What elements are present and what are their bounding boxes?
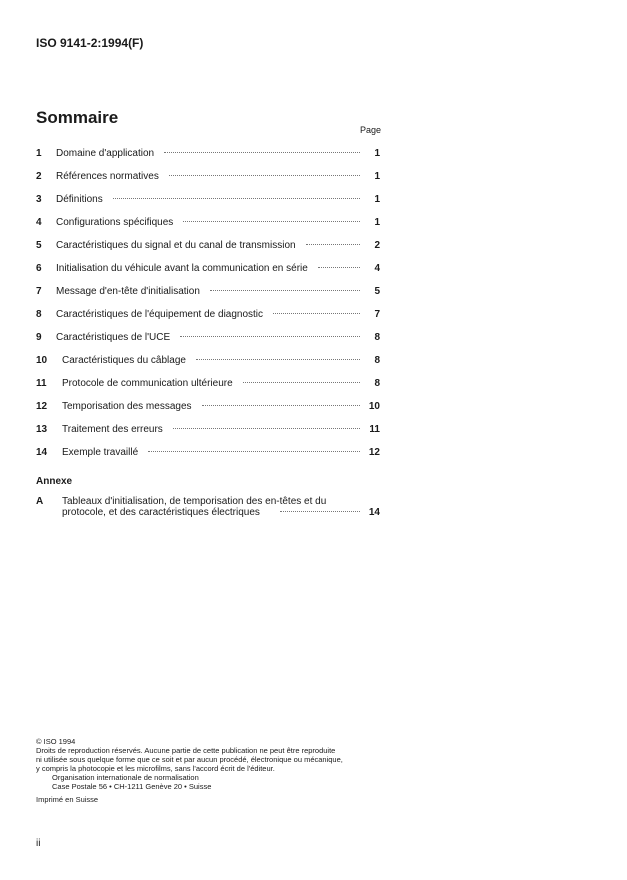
annex-entry (36, 496, 380, 518)
toc-entry (36, 378, 380, 392)
toc-entry-title: Traitement des erreurs (62, 424, 163, 435)
toc-entry (36, 355, 380, 369)
toc-entry (36, 309, 380, 323)
toc-entry (36, 401, 380, 415)
toc-entry-page: 1 (374, 171, 380, 182)
toc-entry-number: 8 (36, 309, 42, 320)
leader-dots (273, 313, 360, 314)
toc-entry-title: Caractéristiques du câblage (62, 355, 186, 366)
toc-entry (36, 447, 380, 461)
leader-dots (169, 175, 360, 176)
toc-entry-number: 13 (36, 424, 48, 435)
toc-entry (36, 194, 380, 208)
toc-entry-page: 8 (374, 355, 380, 366)
leader-dots (196, 359, 360, 360)
toc-entry-title: Exemple travaillé (62, 447, 139, 458)
toc-entry-title: Définitions (56, 194, 103, 205)
toc-entry-number: 10 (36, 355, 48, 366)
toc-entry (36, 217, 380, 231)
leader-dots (180, 336, 360, 337)
toc-entry-page: 8 (374, 332, 380, 343)
toc-entry-number: 2 (36, 171, 42, 182)
toc-entry-title: Message d'en-tête d'initialisation (56, 286, 200, 297)
toc-entry-page: 12 (368, 447, 380, 458)
toc-entry-number: 1 (36, 148, 42, 159)
annex-title-line-2: protocole, et des caractéristiques électriques (62, 507, 260, 518)
toc-entry-page: 1 (374, 217, 380, 228)
toc-entry-page: 5 (374, 286, 380, 297)
annex-letter: A (36, 496, 44, 507)
annex-title-line-1: Tableaux d'initialisation, de temporisation des en-têtes et du (62, 496, 327, 507)
leader-dots (183, 221, 360, 222)
annex-heading: Annexe (36, 476, 73, 487)
annex-title (62, 496, 380, 518)
toc-entry-page: 1 (374, 194, 380, 205)
toc-entry (36, 148, 380, 162)
rights-line: ni utilisée sous quelque forme que ce soit et par aucun procédé, électronique ou mécanique, (36, 755, 343, 764)
page-number: ii (36, 838, 41, 849)
toc-entry-number: 4 (36, 217, 42, 228)
leader-dots (280, 511, 360, 512)
toc-entry (36, 424, 380, 438)
toc-entry-title: Initialisation du véhicule avant la communication en série (56, 263, 308, 274)
toc-entry-page: 1 (374, 148, 380, 159)
annex-title-line-2-row (62, 507, 380, 518)
page-column-label: Page (360, 125, 382, 135)
toc-entry (36, 332, 380, 346)
toc-entry-page: 8 (374, 378, 380, 389)
toc-entry-page: 11 (369, 424, 380, 435)
leader-dots (173, 428, 360, 429)
toc-entry (36, 171, 380, 185)
toc-entry-title: Caractéristiques du signal et du canal de transmission (56, 240, 296, 251)
annex-page: 14 (368, 507, 380, 518)
contents-heading: Sommaire (36, 108, 119, 127)
rights-line: y compris la photocopie et les microfilms, sans l'accord écrit de l'éditeur. (36, 764, 275, 773)
toc-entry-number: 3 (36, 194, 42, 205)
toc-entry-title: Configurations spécifiques (56, 217, 174, 228)
copyright-footer (36, 737, 343, 804)
toc-entry-page: 4 (374, 263, 380, 274)
toc-entry-number: 6 (36, 263, 42, 274)
toc-entry-number: 9 (36, 332, 42, 343)
toc-entry-number: 5 (36, 240, 42, 251)
toc-entry (36, 240, 380, 254)
printed-in: Imprimé en Suisse (36, 795, 99, 804)
leader-dots (202, 405, 360, 406)
toc-entry-title: Caractéristiques de l'UCE (56, 332, 171, 343)
organization-name: Organisation internationale de normalisation (52, 773, 199, 782)
toc-entry-title: Temporisation des messages (62, 401, 192, 412)
leader-dots (318, 267, 360, 268)
toc-entry (36, 286, 380, 300)
toc-entry-title: Références normatives (56, 171, 159, 182)
leader-dots (164, 152, 360, 153)
leader-dots (210, 290, 360, 291)
toc-entry (36, 263, 380, 277)
leader-dots (243, 382, 360, 383)
rights-line: Droits de reproduction réservés. Aucune partie de cette publication ne peut être reproduite (36, 746, 336, 755)
toc-entry-number: 7 (36, 286, 42, 297)
leader-dots (306, 244, 360, 245)
toc-entry-title: Caractéristiques de l'équipement de diagnostic (56, 309, 264, 320)
toc-entry-page: 10 (368, 401, 380, 412)
copyright-notice: © ISO 1994 (36, 737, 76, 746)
toc-entry-number: 11 (36, 378, 47, 389)
toc-entry-page: 2 (374, 240, 380, 251)
toc-entry-number: 14 (36, 447, 48, 458)
toc-entry-page: 7 (374, 309, 380, 320)
toc-entry-title: Protocole de communication ultérieure (62, 378, 233, 389)
organization-address: Case Postale 56 • CH-1211 Genève 20 • Suisse (52, 782, 212, 791)
leader-dots (113, 198, 360, 199)
toc-entry-number: 12 (36, 401, 48, 412)
leader-dots (148, 451, 360, 452)
toc-entry-title: Domaine d'application (56, 148, 155, 159)
document-code: ISO 9141-2:1994(F) (36, 36, 144, 50)
